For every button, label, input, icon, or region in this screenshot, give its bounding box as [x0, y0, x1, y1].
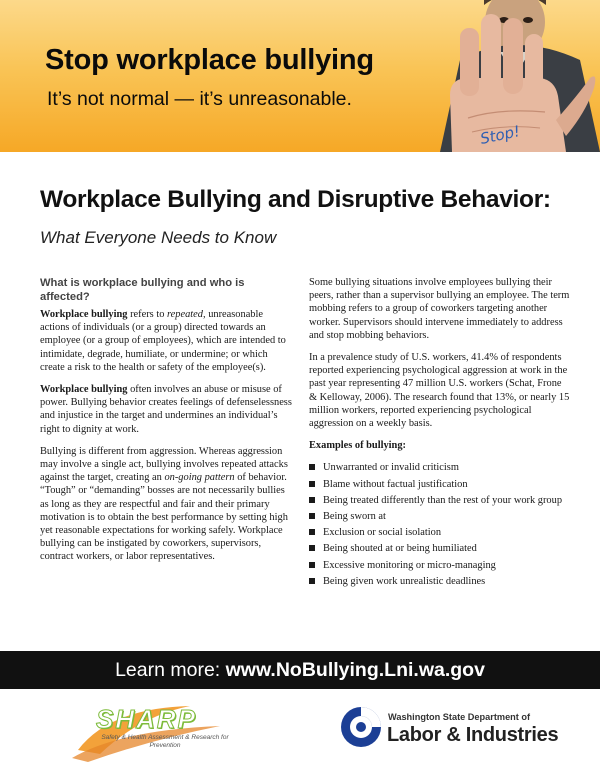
learn-more-bar	[0, 651, 600, 689]
list-item-text: Blame without factual justification	[323, 478, 468, 490]
lni-emblem-icon	[340, 706, 382, 748]
aggression-paragraph	[40, 445, 292, 564]
list-item	[309, 575, 571, 588]
list-item-text: Being treated differently than the rest of your work group	[323, 494, 563, 506]
bullet-square-icon	[309, 513, 315, 519]
list-item-text: Being given work unrealistic deadlines	[323, 575, 486, 587]
right-column	[309, 276, 571, 591]
text-span: often involves an abuse or misuse of power. Bullying behavior creates feelings of defenselessness and injustice in the target and undermines an individual’s right to dignity at work.	[40, 384, 292, 435]
text-span: of behavior. “Tough” or “demanding” bosses are not necessarily bullies as long as they are respectful and fair and their primary motivation is to obtain the best performance by setting high yet reasonable expectations for working safely. Workplace bullying can be instigated by coworkers, supervisors, contract workers, or labor representatives.	[40, 472, 288, 563]
bullet-square-icon	[309, 545, 315, 551]
sharp-tagline: Safety & Health Assessment & Research for Prevention	[101, 734, 229, 749]
examples-heading: Examples of bullying:	[309, 440, 406, 452]
section-heading: What is workplace bullying and who is affected?	[40, 277, 245, 303]
emphasis: repeated,	[167, 309, 206, 320]
text-span: Bullying is different from aggression. Whereas aggression may involve a single act, bullying involves repeated attacks against the target, creating an	[40, 445, 288, 484]
list-item	[309, 461, 571, 474]
lni-name: Labor & Industries	[387, 724, 559, 746]
list-item	[309, 510, 571, 523]
term-bold: Workplace bullying	[40, 384, 128, 396]
term-bold: Workplace bullying	[40, 309, 128, 320]
definition-paragraph	[40, 308, 292, 374]
sharp-wordmark: SHARP	[96, 704, 198, 734]
text-span: refers to	[127, 309, 168, 320]
banner-title: Stop workplace bullying	[45, 44, 374, 76]
list-item	[309, 478, 571, 491]
list-item-text: Excessive monitoring or micro-managing	[323, 559, 496, 571]
page-title: Workplace Bullying and Disruptive Behavior:	[40, 186, 551, 213]
bullet-square-icon	[309, 578, 315, 584]
list-item-text: Being shouted at or being humiliated	[323, 543, 477, 555]
hand-stop-text: Stop!	[478, 122, 522, 148]
stop-hand-illustration	[380, 0, 600, 152]
emphasis: on-going pattern	[164, 472, 235, 484]
sharp-logo	[70, 700, 230, 764]
examples-list	[309, 461, 571, 588]
bullet-square-icon	[309, 464, 315, 470]
prevalence-paragraph: In a prevalence study of U.S. workers, 41.4% of respondents reported experiencing psychological aggression at work in the past year representing 47 million U.S. workers (Schat, Frone & Kelloway, 2006). The research found that 13%, or nearly 15 million workers, reported experiencing psychological aggression on a weekly basis.	[309, 352, 570, 430]
list-item	[309, 542, 571, 555]
power-paragraph	[40, 383, 292, 436]
list-item-text: Unwarranted or invalid criticism	[323, 462, 459, 474]
text-span: unreasonable actions of individuals (or a group) directed towards an employee (or a group of employees), which are intended to intimidate, degrade, humiliate, or undermine; or which create a risk to the health or safety of the employee(s).	[40, 309, 286, 373]
list-item	[309, 526, 571, 539]
list-item-text: Exclusion or social isolation	[323, 527, 442, 539]
page-subtitle: What Everyone Needs to Know	[40, 228, 277, 247]
list-item	[309, 559, 571, 572]
lni-department-label: Washington State Department of	[388, 712, 531, 722]
bullet-square-icon	[309, 497, 315, 503]
header-banner	[0, 0, 600, 152]
learn-more-label: Learn more:	[115, 659, 226, 681]
lni-logo	[340, 706, 559, 758]
list-item	[309, 494, 571, 507]
bullet-square-icon	[309, 562, 315, 568]
bullet-square-icon	[309, 481, 315, 487]
list-item-text: Being sworn at	[323, 511, 386, 523]
mobbing-paragraph: Some bullying situations involve employees bullying their peers, rather than a supervisor bullying an employee. The term mobbing refers to a group of coworkers targeting another worker. Supervisors should intervene immediately to address and stop mobbing behaviors.	[309, 277, 570, 341]
learn-more-link[interactable]: www.NoBullying.Lni.wa.gov	[225, 659, 485, 681]
bullet-square-icon	[309, 529, 315, 535]
banner-subtitle: It’s not normal — it’s unreasonable.	[47, 88, 352, 110]
left-column	[40, 276, 292, 573]
